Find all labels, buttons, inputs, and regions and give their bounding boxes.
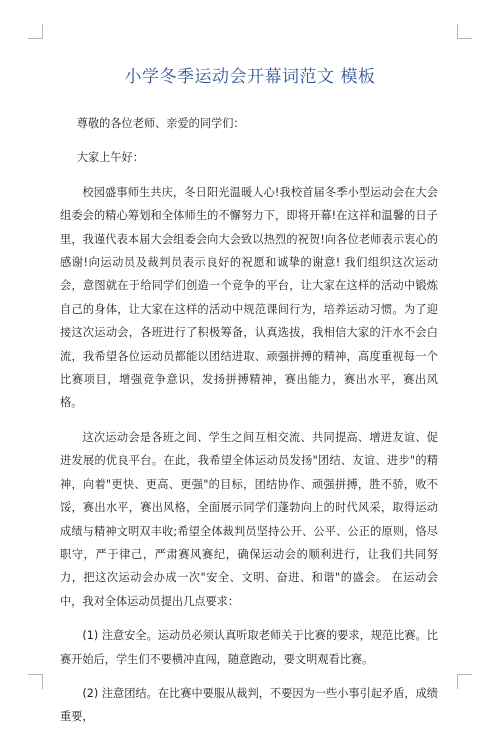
paragraph-platform: 这次运动会是各班之间、学生之间互相交流、共同提高、增进友谊、促进发展的优良平台。在此，我希望全体运动员发扬"团结、友谊、进步"的精神，向着"更快、更高、更强"的目标，团结协作、顽强拼搏，胜不骄，败不馁，赛出水平，赛出风格，全面展示同学们蓬勃向上的时代风采，取得运动成绩与精神文明双丰收;希望全体裁判员坚持公开、公平、公正的原则，恪尽职守，严于律己，严肃赛风赛纪，确保运动会的顺利进行，让我们共同努力，把这次运动会办成一次"安全、文明、奋进、和谐"的盛会。 在运动会中，我对全体运动员提出几点要求： — [60, 430, 438, 608]
document-body — [60, 112, 438, 740]
greeting: 大家上午好： — [76, 151, 144, 165]
crop-mark-bottom-right — [457, 674, 472, 689]
document-title: 小学冬季运动会开幕词范文 模板 — [124, 67, 376, 87]
paragraph-requirement-unity: (2) 注意团结。在比赛中要服从裁判，不要因为一些小事引起矛盾，成绩重要， — [60, 686, 438, 724]
paragraph-requirement-safety: (1) 注意安全。运动员必须认真听取老师关于比赛的要求，规范比赛。比赛开始后，学生们不要横冲直闯，随意跑动，要文明观看比赛。 — [60, 629, 438, 666]
crop-mark-top-left — [28, 24, 43, 39]
crop-mark-bottom-left — [28, 674, 43, 689]
paragraph-opening: 校园盛事师生共庆，冬日阳光温暖人心!我校首届冬季小型运动会在大会组委会的精心筹划和全体师生的不懈努力下，即将开幕!在这祥和温馨的日子里，我谨代表本届大会组委会向大会致以热烈的祝贺!向各位老师表示衷心的感谢!向运动员及裁判员表示良好的祝愿和诚挚的谢意! 我们组织这次运动会，意图就在于给同学们创造一个竞争的平台，让大家在这样的活动中锻炼自己的身体，让大家在这样的活动中规范课间行为，培养运动习惯。为了迎接这次运动会，各班进行了积极筹备，认真选拔，我相信大家的汗水不会白流，我希望各位运动员都能以团结进取、顽强拼搏的精神，高度重视每一个比赛项目，增强竞争意识，发扬拼搏精神，赛出能力，赛出水平，赛出风格。 — [60, 185, 438, 410]
crop-mark-top-right — [457, 24, 472, 39]
salutation: 尊敬的各位老师、亲爱的同学们： — [76, 117, 245, 130]
